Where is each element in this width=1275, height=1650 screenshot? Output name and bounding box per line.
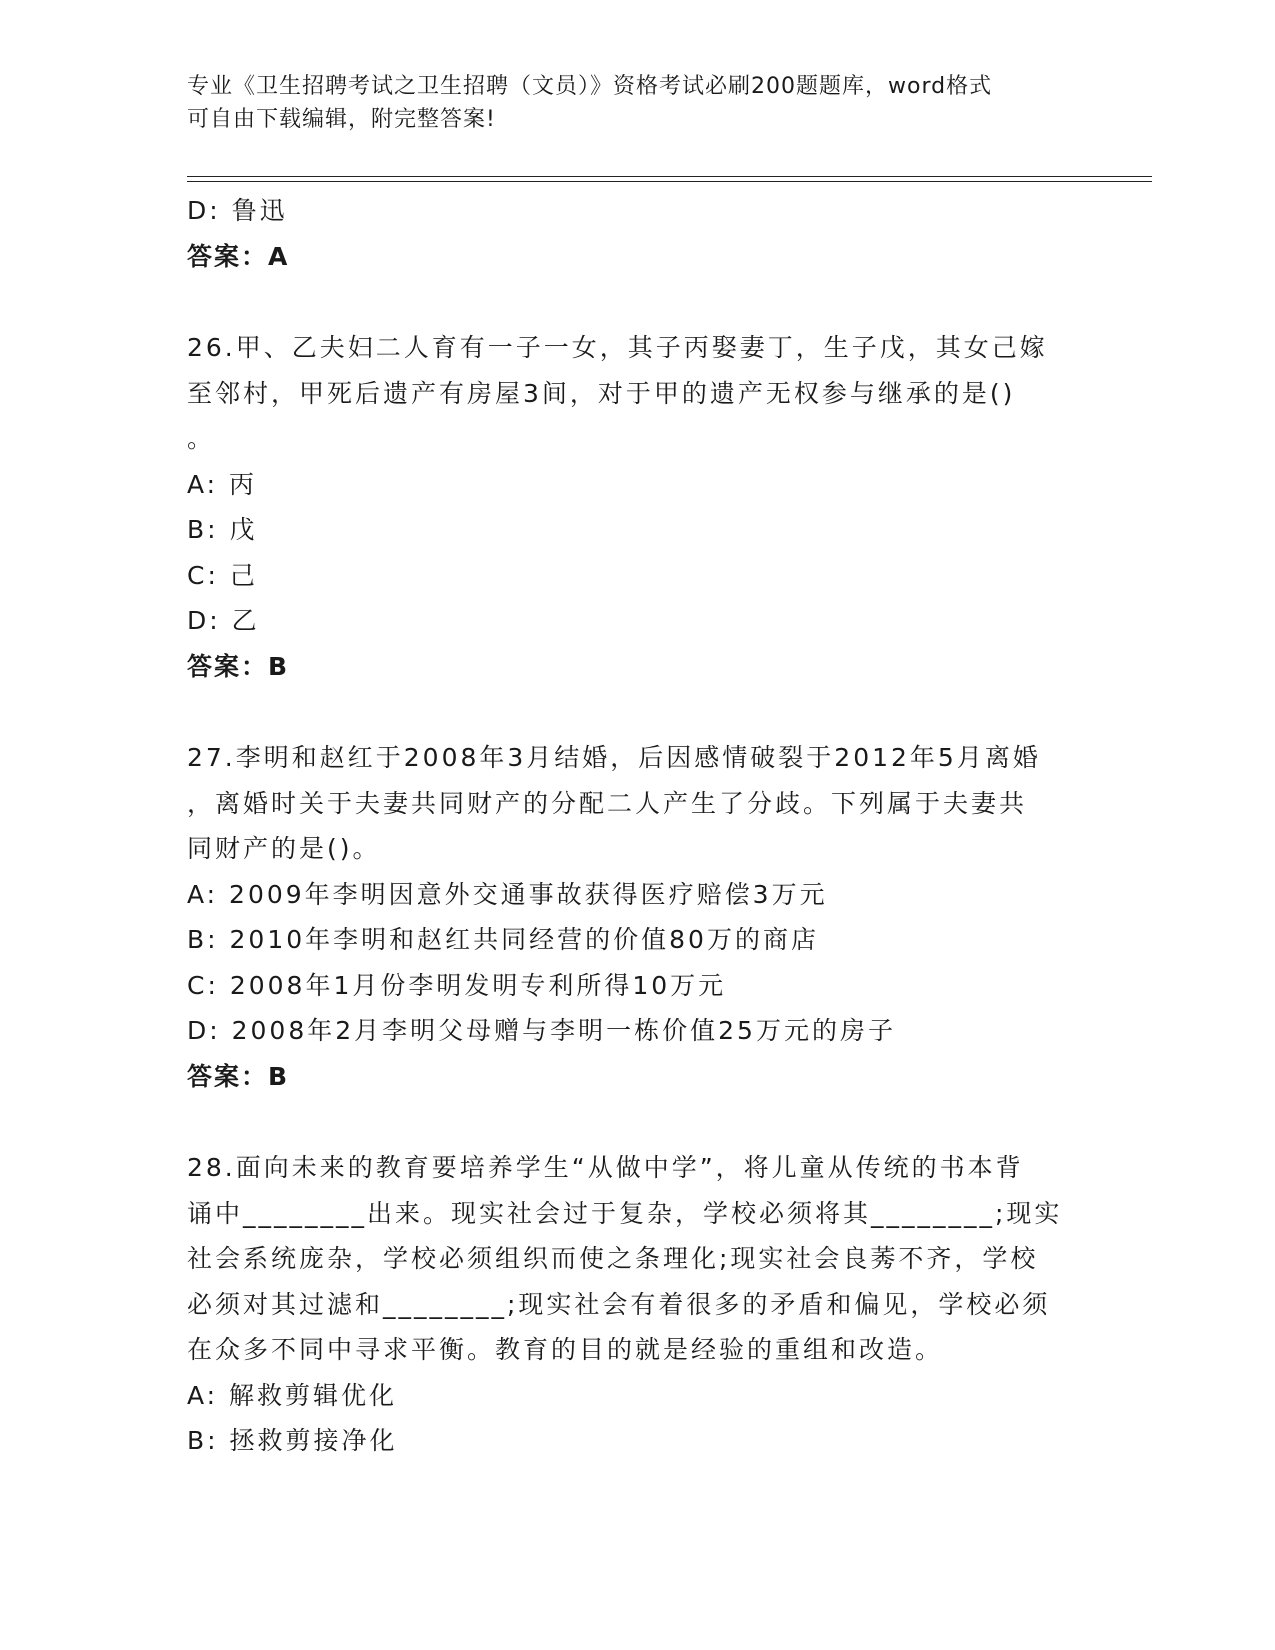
option-c: C: 2008年1月份李明发明专利所得10万元 <box>187 970 727 1000</box>
question-text-line: 至邻村，甲死后遗产有房屋3间，对于甲的遗产无权参与继承的是() <box>187 378 1016 408</box>
question-27 <box>187 735 1087 1099</box>
question-text-line: ，离婚时关于夫妻共同财产的分配二人产生了分歧。下列属于夫妻共 <box>187 788 1028 818</box>
header-line-1: 专业《卫生招聘考试之卫生招聘（文员）》资格考试必刷200题题库，word格式 <box>187 74 993 99</box>
question-text-line: 社会系统庞杂，学校必须组织而使之条理化;现实社会良莠不齐，学校 <box>187 1244 1039 1273</box>
header-rule-top <box>187 176 1152 177</box>
spacer <box>187 1099 1087 1145</box>
question-text-line: 必须对其过滤和________;现实社会有着很多的矛盾和偏见，学校必须 <box>187 1289 1051 1319</box>
prev-answer: 答案：A <box>187 241 290 271</box>
question-text-line: 。 <box>187 424 216 453</box>
header-line-2: 可自由下载编辑，附完整答案! <box>187 107 496 132</box>
question-text-line: 在众多不同中寻求平衡。教育的目的就是经验的重组和改造。 <box>187 1335 944 1364</box>
option-b: B: 拯救剪接净化 <box>187 1426 398 1455</box>
option-a: A: 解救剪辑优化 <box>187 1380 398 1410</box>
spacer <box>187 279 1087 325</box>
option-d: D: 乙 <box>187 606 260 635</box>
question-text-line: 诵中________出来。现实社会过于复杂，学校必须将其________;现实 <box>187 1198 1063 1228</box>
question-text-line: 26.甲、乙夫妇二人育有一子一女，其子丙娶妻丁，生子戊，其女己嫁 <box>187 333 1048 362</box>
option-a: A: 2009年李明因意外交通事故获得医疗赔偿3万元 <box>187 879 828 909</box>
prev-option-d: D: 鲁迅 <box>187 196 288 225</box>
option-c: C: 己 <box>187 560 258 590</box>
spacer <box>187 689 1087 735</box>
header-rule-bottom <box>187 181 1152 182</box>
answer: 答案：B <box>187 651 290 681</box>
question-text-line: 28.面向未来的教育要培养学生“从做中学”，将儿童从传统的书本背 <box>187 1153 1024 1182</box>
option-b: B: 2010年李明和赵红共同经营的价值80万的商店 <box>187 925 819 954</box>
question-26 <box>187 325 1087 689</box>
document-header <box>187 70 1067 136</box>
option-b: B: 戊 <box>187 515 258 544</box>
question-28 <box>187 1145 1087 1464</box>
question-text-line: 27.李明和赵红于2008年3月结婚，后因感情破裂于2012年5月离婚 <box>187 743 1041 772</box>
option-d: D: 2008年2月李明父母赠与李明一栋价值25万元的房子 <box>187 1016 896 1045</box>
option-a: A: 丙 <box>187 469 258 499</box>
answer: 答案：B <box>187 1061 290 1091</box>
question-text-line: 同财产的是()。 <box>187 834 381 863</box>
document-body <box>187 188 1087 1464</box>
